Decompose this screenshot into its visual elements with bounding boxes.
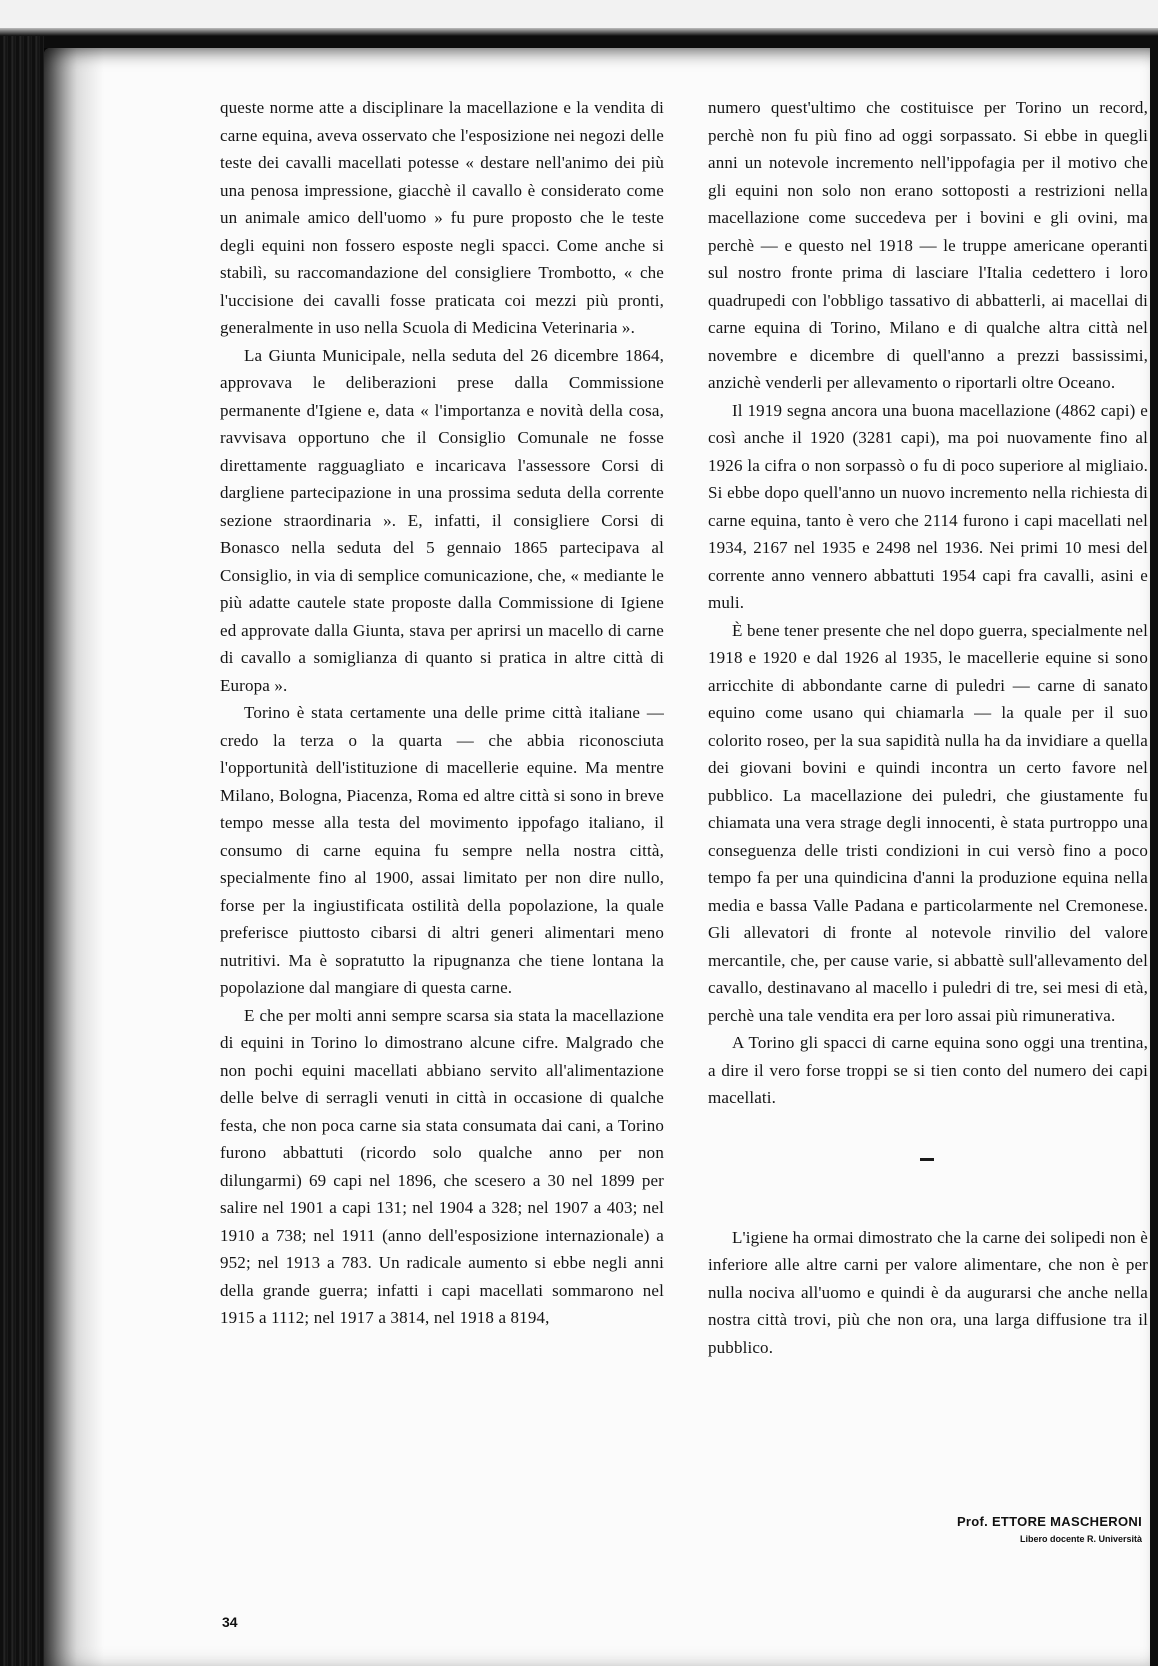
book-spine-edge: [0, 36, 44, 1666]
author-signature: [957, 1514, 1142, 1544]
paragraph: queste norme atte a disciplinare la macellazione e la vendita di carne equina, aveva osservato che l'esposizione nei negozi delle teste dei cavalli macellati potesse « destare nell'animo dei più una penosa impressione, giacchè il cavallo è considerato come un animale amico dell'uomo » fu pure proposto che le teste degli equini non fossero esposte negli spacci. Come anche si stabilì, su raccomandazione del consigliere Trombotto, « che l'uccisione dei cavalli fosse praticata coi mezzi più pronti, generalmente in uso nella Scuola di Medicina Veterinaria ».: [220, 98, 664, 337]
paragraph: A Torino gli spacci di carne equina sono oggi una trentina, a dire il vero forse troppi se si tien conto del numero dei capi macellati.: [708, 1033, 1148, 1107]
paragraph: È bene tener presente che nel dopo guerra, specialmente nel 1918 e 1920 e dal 1926 al 1935, le macellerie equine si sono arricchite di abbondante carne di puledri — carne di sanato equino come usano qui chiamarla — la quale per il suo colorito roseo, per la sua sapidità nulla ha da invidiare a quella dei giovani bovini e quindi incontra un certo favore nel pubblico. La macellazione dei puledri, che giustamente fu chiamata una vera strage degli innocenti, è stata purtroppo una conseguenza delle tristi condizioni in cui versò fino a poco tempo fa per una quindicina d'anni la produzione equina nella media e bassa Valle Padana e particolarmente nel Cremonese. Gli allevatori di fronte al notevole rinvilio del valore mercantile, che, per cause varie, si abbattè sull'allevamento del cavallo, destinavano al macello i puledri di tre, sei mesi di età, perchè una tale vendita era per loro assai più rimunerativa.: [708, 620, 1148, 1025]
author-title: Libero docente R. Università: [1019, 1534, 1142, 1544]
paragraph: Torino è stata certamente una delle prime città italiane — credo la terza o la quarta — che abbia riconosciuta l'opportunità dell'istituzione di macellerie equine. Ma mentre Milano, Bologna, Piacenza, Roma ed altre città si sono in breve tempo messe alla testa del movimento ippofago italiano, il consumo di carne equina fu sempre nella nostra città, specialmente fino al 1900, assai limitato per non dire nullo, forse per la ingiustificata ostilità della popolazione, la quale preferisce piuttosto cibarsi di altri generi alimentari meno nutritivi. Ma è sopratutto la ripugnanza che tiene lontana la popolazione dal mangiare di questa carne.: [220, 703, 664, 997]
author-name: Prof. ETTORE MASCHERONI: [956, 1514, 1142, 1529]
paragraph: numero quest'ultimo che costituisce per Torino un record, perchè non fu più fino ad oggi sorpassato. Si ebbe in quegli anni un notevole incremento nell'ippofagia per il motivo che gli equini non solo non erano sottoposti a restrizioni nella macellazione come succedeva per i bovini e gli ovini, ma perchè — e questo nel 1918 — le truppe americane operanti sul nostro fronte prima di lasciare l'Italia cedettero i loro quadrupedi con l'obbligo tassativo di abbatterli, ai macellai di carne equina di Torino, Milano e di qualche altra città nel novembre e dicembre di quell'anno a prezzi bassissimi, anzichè venderli per allevamento o riportarli oltre Oceano.: [708, 98, 1148, 392]
paragraph: E che per molti anni sempre scarsa sia stata la macellazione di equini in Torino lo dimostrano alcune cifre. Malgrado che non pochi equini macellati abbiano servito all'alimentazione delle belve di serragli venuti in città in occasione di qualche festa, che non poca carne sia stata consumata dai cani, a Torino furono abbattuti (ricordo solo qualche anno per non dilungarmi) 69 capi nel 1896, che scesero a 30 nel 1899 per salire nel 1901 a capi 131; nel 1904 a 328; nel 1907 a 403; nel 1910 a 738; nel 1911 (anno dell'esposizione internazionale) a 952; nel 1913 a 783. Un radicale aumento si ebbe negli anni della grande guerra; infatti i capi macellati sommarono nel 1915 a 1112; nel 1917 a 3814, nel 1918 a 8194,: [220, 1005, 664, 1327]
closing-paragraph: L'igiene ha ormai dimostrato che la carne dei solipedi non è inferiore alle altre carni per valore alimentare, che non è per nulla nociva all'uomo e quindi è da augurarsi che anche nella nostra città trovi, più che non ora, una larga diffusione tra il pubblico.: [708, 1227, 1148, 1357]
separator-dash: [920, 1158, 934, 1161]
paragraph: Il 1919 segna ancora una buona macellazione (4862 capi) e così anche il 1920 (3281 capi), ma poi nuovamente fino al 1926 la cifra o non sorpassò o fu di poco superiore al migliaio. Si ebbe dopo quell'anno un nuovo incremento nella richiesta di carne equina, tanto è vero che 2114 furono i capi macellati nel 1934, 2167 nel 1935 e 2498 nel 1936. Nei primi 10 mesi del corrente anno vennero abbattuti 1954 capi fra cavalli, asini e muli.: [708, 400, 1148, 612]
page-number: 34: [222, 1614, 238, 1630]
left-text-column: [220, 94, 664, 1332]
section-separator: [708, 1112, 1148, 1224]
paragraph: La Giunta Municipale, nella seduta del 26 dicembre 1864, approvava le deliberazioni prese dalla Commissione permanente d'Igiene e, data « l'importanza e novità della cosa, ravvisava opportuno che il Consiglio Comunale ne fosse direttamente ragguagliato e incaricava l'assessore Corsi di dargliene partecipazione in una prossima seduta della corrente sezione straordinaria ». E, infatti, il consigliere Corsi di Bonasco nella seduta del 5 gennaio 1865 partecipava al Consiglio, in via di semplice comunicazione, che, « mediante le più adatte cautele state proposte dalla Commissione di Igiene ed approvate dalla Giunta, stava per aprirsi un macello di carne di cavallo a somiglianza di quanto si pratica in altre città di Europa ».: [220, 345, 664, 695]
gutter-shadow: [44, 48, 104, 1666]
scan-top-border: [0, 0, 1158, 36]
right-text-column: [708, 94, 1148, 1361]
